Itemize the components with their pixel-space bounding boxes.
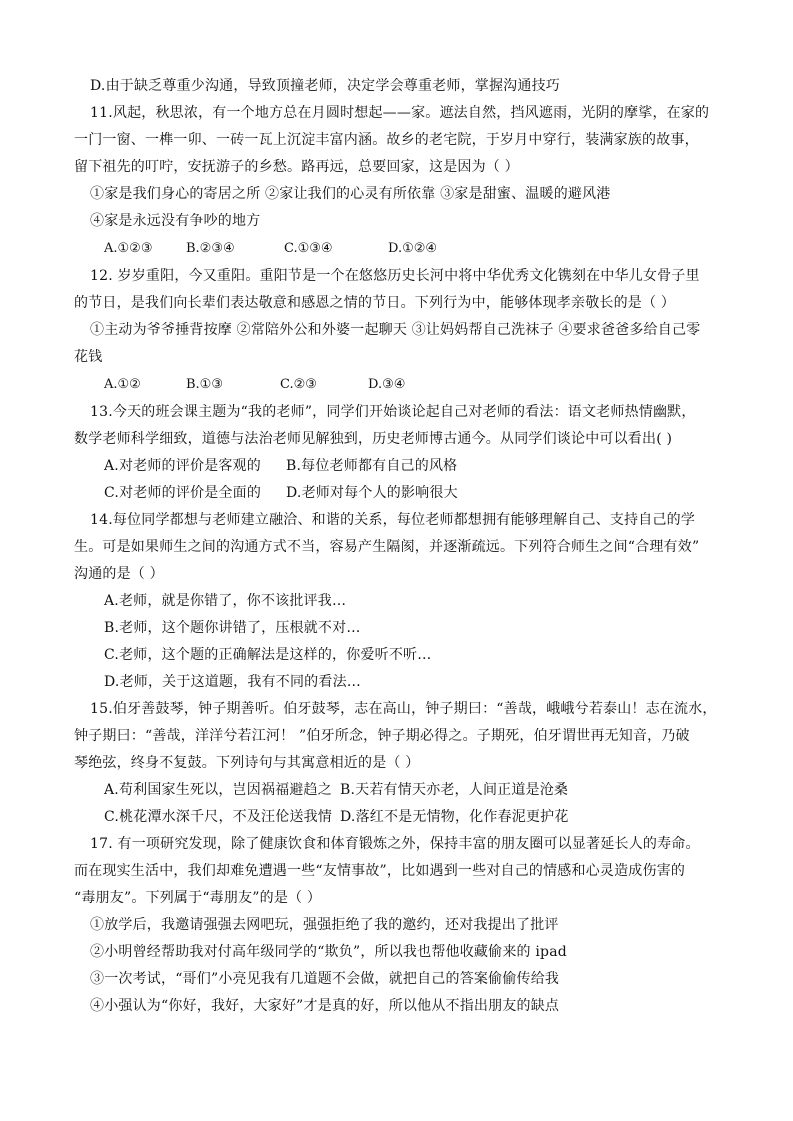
q14-stem-line-3: 沟通的是（ ） [74, 566, 164, 582]
q14-option-d: D.老师，关于这道题，我有不同的看法… [104, 674, 361, 690]
q15-stem-line-3: 琴绝弦，终身不复鼓。下列诗句与其寓意相近的是（ ） [74, 755, 420, 771]
q13-option-d: D.老师对每个人的影响很大 [286, 485, 458, 501]
q14-stem-line-1: 14.每位同学都想与老师建立融洽、和谐的关系，每位老师都想拥有能够理解自己、支持自己的学 [90, 512, 696, 528]
q13-stem-line-2: 数学老师科学细致，道德与法治老师见解独到，历史老师博古通今。从同学们谈论中可以看出( ) [74, 431, 673, 447]
q15-option-c: C.桃花潭水深千尺，不及汪伦送我情 [104, 809, 333, 825]
q14-option-c: C.老师，这个题的正确解法是这样的，你爱听不听… [104, 647, 432, 663]
q12-option-d: D.③④ [368, 377, 406, 392]
q13-stem-line-1: 13.今天的班会课主题为“我的老师”，同学们开始谈论起自己对老师的看法：语文老师热情幽默， [90, 404, 696, 420]
q15-option-b: B.天若有情天亦老，人间正道是沧桑 [340, 782, 569, 798]
q17-stem-line-3: “毒朋友”。下列属于“毒朋友”的是（ ） [74, 890, 322, 906]
q13-option-c: C.对老师的评价是全面的 [104, 485, 262, 501]
q15-option-d: D.落红不是无情物，化作春泥更护花 [340, 809, 569, 825]
q11-stem-line-1: 11.风起，秋思浓，有一个地方总在月圆时想起——家。遮法自然，挡风遮雨，光阴的摩挲，在家的 [90, 105, 710, 121]
q11-option-c: C.①③④ [284, 241, 333, 256]
q12-option-c: C.②③ [280, 377, 317, 392]
q11-options [104, 240, 504, 258]
q17-statement-2: ②小明曾经帮助我对付高年级同学的“欺负”，所以我也帮他收藏偷来的 ipad [90, 944, 567, 960]
q13-option-b: B.每位老师都有自己的风格 [286, 458, 458, 474]
q17-stem-line-2: 而在现实生活中，我们却难免遭遇一些“友情事故”，比如遇到一些对自己的情感和心灵造成伤害的 [74, 863, 686, 879]
q11-statements-1: ①家是我们身心的寄居之所 ②家让我们的心灵有所依靠 ③家是甜蜜、温暖的避风港 [90, 186, 611, 202]
q17-statement-4: ④小强认为“你好，我好，大家好”才是真的好，所以他从不指出朋友的缺点 [90, 998, 560, 1014]
q11-statements-2: ④家是永远没有争吵的地方 [90, 213, 261, 229]
q11-option-b: B.②③④ [186, 241, 235, 256]
q14-option-b: B.老师，这个题你讲错了，压根就不对… [104, 620, 361, 636]
q12-statements-2: 花钱 [74, 349, 103, 365]
q12-statements-1: ①主动为爷爷捶背按摩 ②常陪外公和外婆一起聊天 ③让妈妈帮自己洗袜子 ④要求爸爸多给自己零 [90, 322, 701, 338]
q10-option-d: D.由于缺乏尊重少沟通，导致顶撞老师，决定学会尊重老师，掌握沟通技巧 [90, 78, 560, 94]
q12-stem-line-2: 的节日，是我们向长辈们表达敬意和感恩之情的节日。下列行为中，能够体现孝亲敬长的是（ ） [74, 295, 676, 311]
q11-stem-line-3: 留下祖先的叮咛，安抚游子的乡愁。路再远，总要回家，这是因为（ ） [74, 159, 519, 175]
q13-option-a: A.对老师的评价是客观的 [104, 458, 261, 474]
q11-option-a: A.①②③ [104, 241, 153, 256]
q15-stem-line-1: 15.伯牙善鼓琴，钟子期善听。伯牙鼓琴，志在高山，钟子期曰：“善哉，峨峨兮若泰山！志在流水， [90, 701, 717, 717]
q12-options [104, 376, 504, 394]
q14-option-a: A.老师，就是你错了，你不该批评我… [104, 593, 347, 609]
q14-stem-line-2: 生。可是如果师生之间的沟通方式不当，容易产生隔阂，并逐渐疏远。下列符合师生之间“合理有效” [74, 539, 700, 555]
q11-stem-line-2: 一门一窗、一榫一卯、一砖一瓦上沉淀丰富内涵。故乡的老宅院，于岁月中穿行，装满家族的故事， [74, 132, 699, 148]
q12-option-b: B.①③ [186, 377, 223, 392]
q12-stem-line-1: 12. 岁岁重阳，今又重阳。重阳节是一个在悠悠历史长河中将中华优秀文化镌刻在中华儿女骨子里 [90, 268, 700, 284]
q15-stem-line-2: 钟子期曰：“善哉，洋洋兮若江河！ ”伯牙所念，钟子期必得之。子期死，伯牙谓世再无知音，乃破 [74, 728, 690, 744]
q17-statement-3: ③一次考试，“哥们”小亮见我有几道题不会做，就把自己的答案偷偷传给我 [90, 971, 560, 987]
q12-option-a: A.①② [104, 377, 141, 392]
q11-option-d: D.①②④ [388, 241, 438, 256]
q17-stem-line-1: 17. 有一项研究发现，除了健康饮食和体育锻炼之外，保持丰富的朋友圈可以显著延长人的寿命。 [90, 836, 700, 852]
q15-option-a: A.苟利国家生死以，岂因祸福避趋之 [104, 782, 332, 798]
q17-statement-1: ①放学后，我邀请强强去网吧玩，强强拒绝了我的邀约，还对我提出了批评 [90, 917, 559, 933]
